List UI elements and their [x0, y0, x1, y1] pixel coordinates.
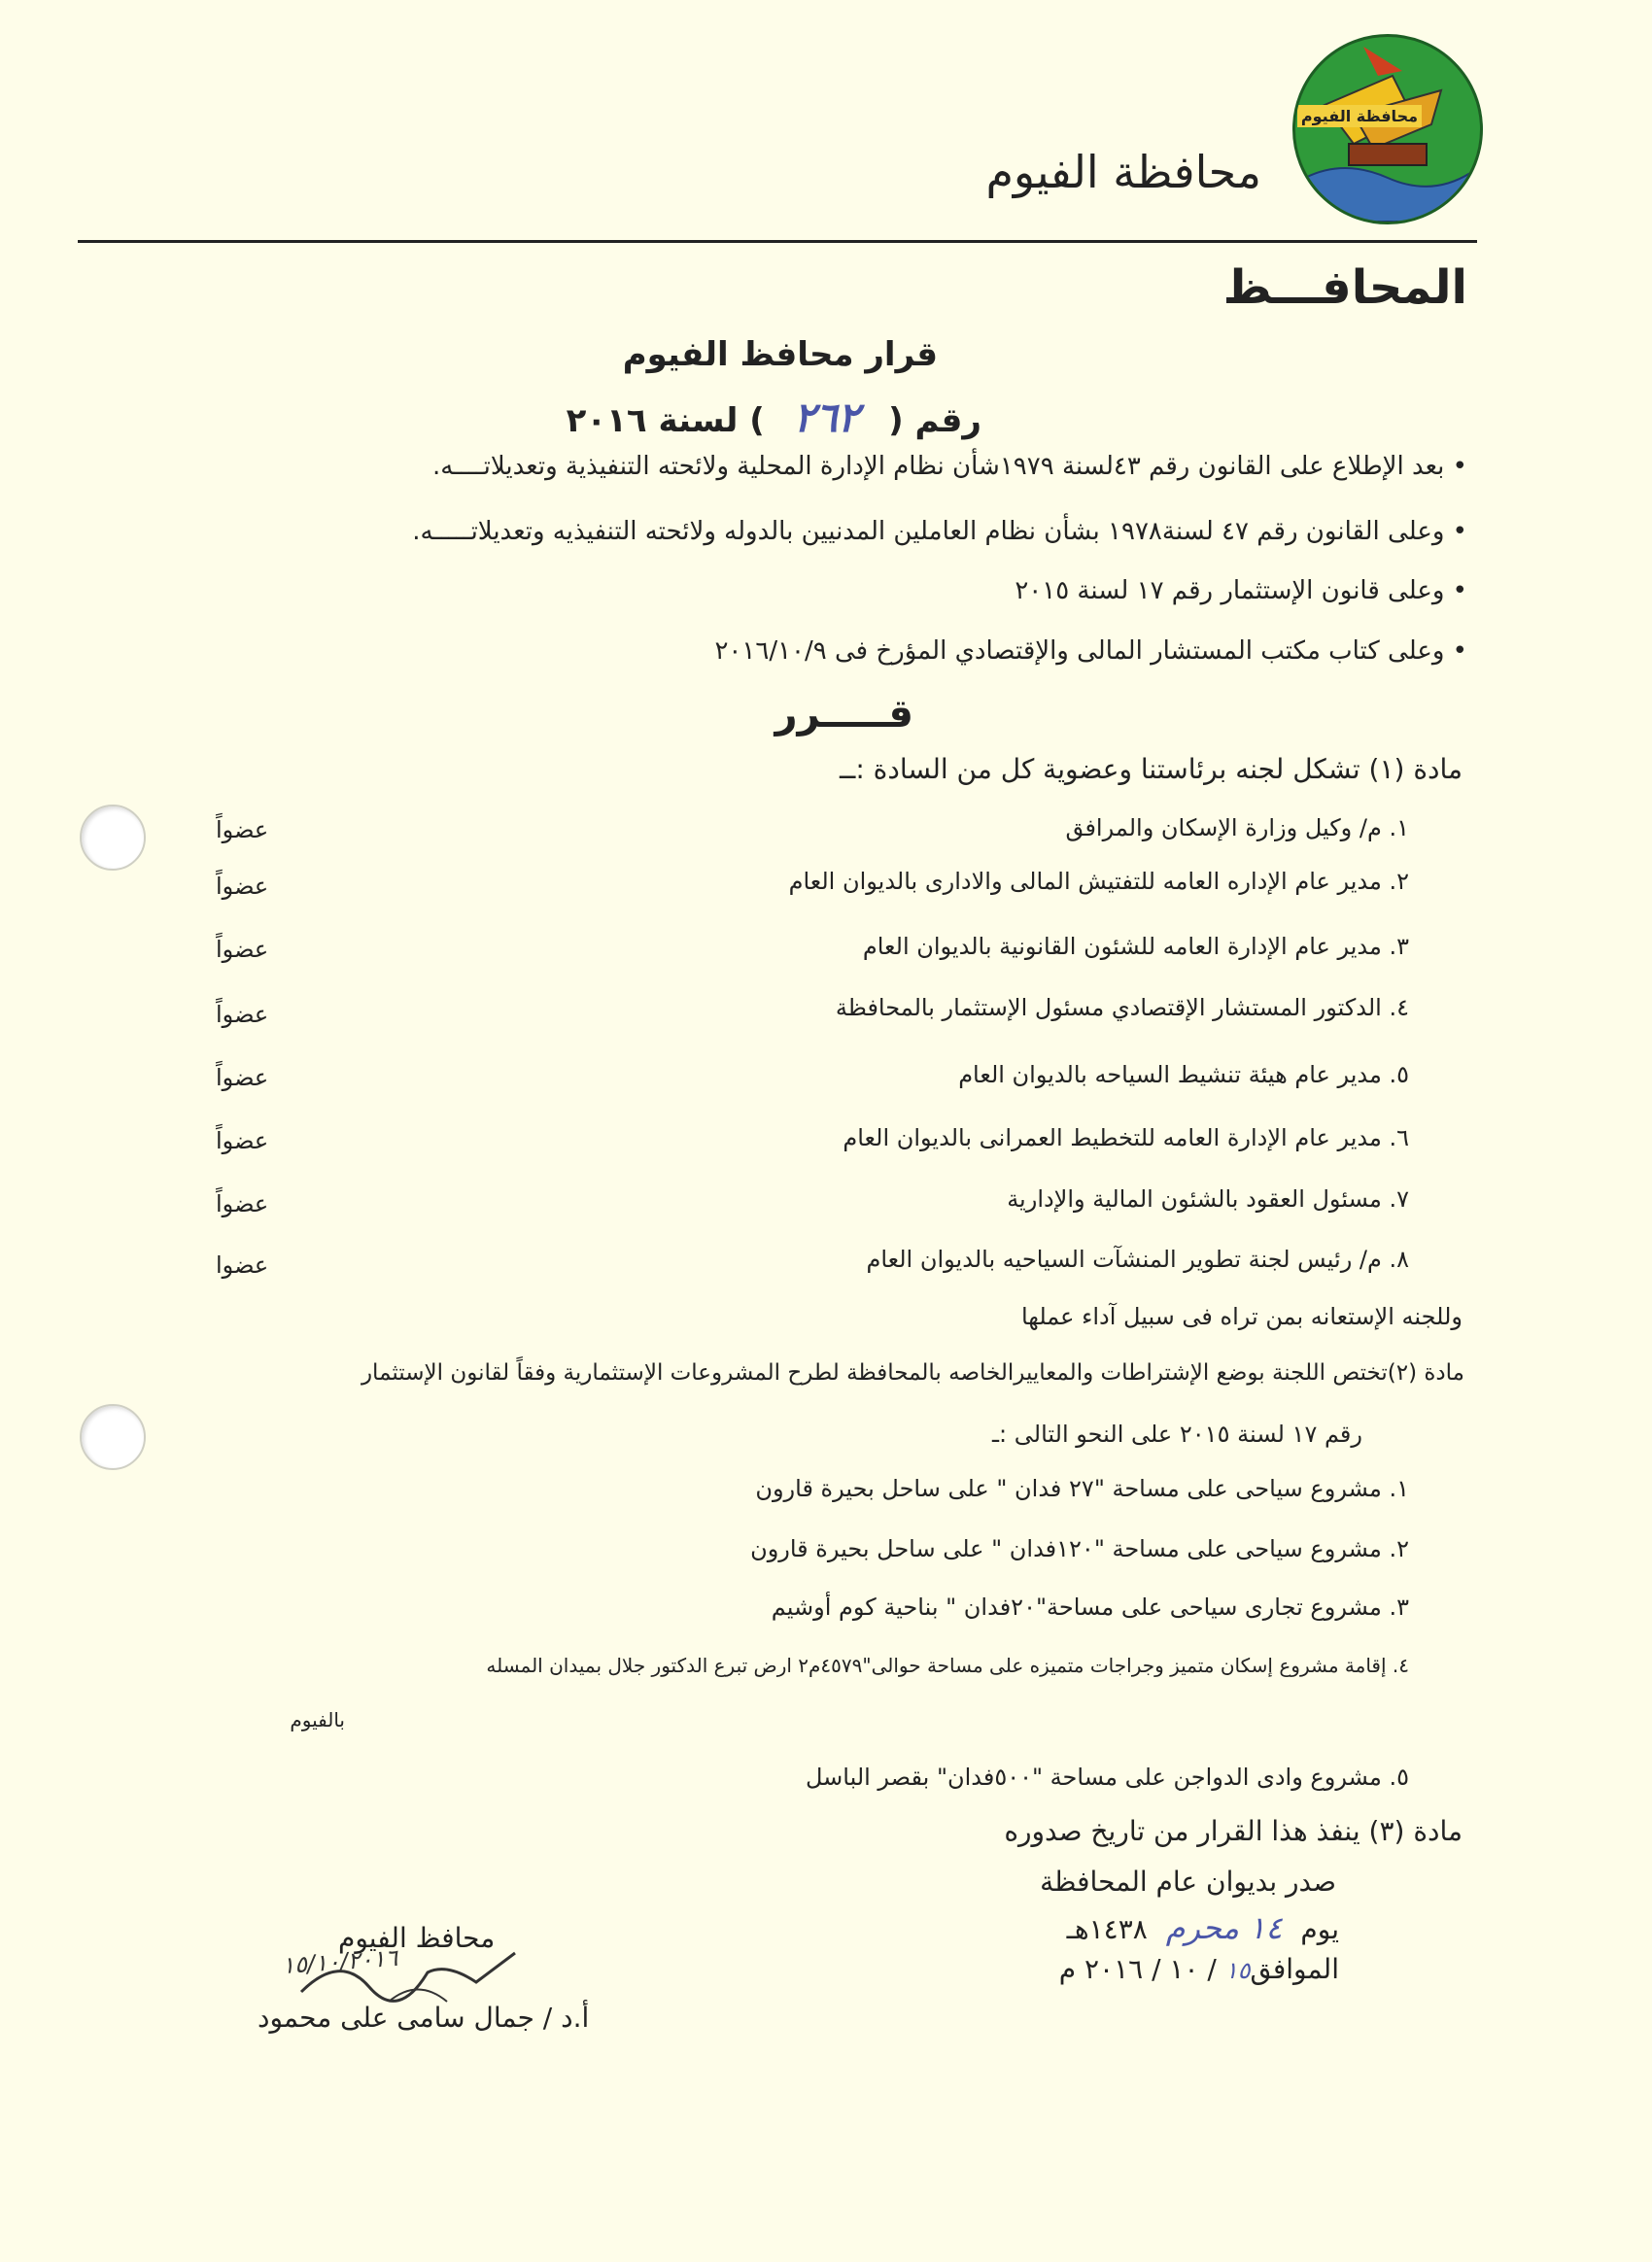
decree-number-prefix: رقم (	[888, 401, 981, 440]
issued-day	[1067, 1909, 1339, 1946]
issued-line: صدر بديوان عام المحافظة	[1040, 1866, 1336, 1898]
article2-heading-cont: رقم ١٧ لسنة ٢٠١٥ على النحو التالى :ـ	[992, 1421, 1362, 1448]
assist-note: وللجنه الإستعانه بمن تراه فى سبيل آداء عملها	[1020, 1303, 1463, 1330]
decided-heading: قـــــرر	[774, 692, 913, 737]
issued-day-label: يوم	[1300, 1913, 1339, 1945]
issued-day-number: ١٥	[1224, 1957, 1251, 1984]
member-item: ٥. مدير عام هيئة تنشيط السياحه بالديوان العام	[958, 1061, 1409, 1088]
member-item: ٧. مسئول العقود بالشئون المالية والإدارية	[1007, 1185, 1409, 1213]
member-role: عضواً	[216, 1190, 269, 1217]
preamble-line: • وعلى القانون رقم ٤٧ لسنة١٩٧٨ بشأن نظام العاملين المدنيين بالدوله ولائحته التنفيذيه وتعديلاتـــــه.	[412, 517, 1467, 546]
decree-number-suffix: ) لسنة ٢٠١٦	[566, 401, 765, 440]
issued-date-rest: / ١٠ / ٢٠١٦ م	[1058, 1953, 1217, 1985]
article2-heading: مادة (٢)تختص اللجنة بوضع الإشتراطات والمعاييرالخاصه بالمحافظة لطرح المشروعات الإستثمارية وفقاً لقانون الإستثمار	[361, 1360, 1464, 1386]
issued-day-handwritten: ١٤ محرم	[1165, 1909, 1283, 1946]
member-role: عضواً	[216, 873, 269, 900]
member-item: ٢. مدير عام الإداره العامه للتفتيش المالى والادارى بالديوان العام	[788, 868, 1409, 895]
signature-title: محافظ الفيوم	[338, 1922, 496, 1954]
preamble-line: • وعلى كتاب مكتب المستشار المالى والإقتصادي المؤرخ فى ٢٠١٦/١٠/٩	[714, 636, 1467, 666]
article3: مادة (٣) ينفذ هذا القرار من تاريخ صدوره	[1004, 1815, 1463, 1847]
project-item: ٤. إقامة مشروع إسكان متميز وجراجات متميزه على مساحة حوالى"٤٥٧٩م٢ ارض تبرع الدكتور جلال بميدان المسله	[486, 1654, 1409, 1677]
issued-corresponding	[1059, 1953, 1339, 1985]
member-item: ٣. مدير عام الإدارة العامه للشئون القانونية بالديوان العام	[862, 933, 1409, 960]
project-item: ٢. مشروع سياحى على مساحة "١٢٠فدان " على ساحل بحيرة قارون	[750, 1535, 1409, 1562]
member-item: ٨. م/ رئيس لجنة تطوير المنشآت السياحيه بالديوان العام	[866, 1246, 1409, 1273]
decree-title: قرار محافظ الفيوم	[622, 335, 938, 374]
decree-number	[567, 394, 981, 441]
preamble-line: • بعد الإطلاع على القانون رقم ٤٣لسنة ١٩٧٩شأن نظام الإدارة المحلية ولائحته التنفيذية وتعديلاتــــه.	[431, 452, 1467, 481]
member-item: ١. م/ وكيل وزارة الإسكان والمرافق	[1065, 814, 1409, 841]
article1-heading: مادة (١) تشكل لجنه برئاستنا وعضوية كل من السادة :ــ	[839, 753, 1463, 785]
signature-date-handwritten: ١٥/١٠/٢٠١٦	[281, 1943, 399, 1980]
decree-number-handwritten: ٢٦٢	[793, 394, 860, 441]
preamble-line: • وعلى قانون الإستثمار رقم ١٧ لسنة ٢٠١٥	[1015, 576, 1467, 605]
project-item-cont: بالفيوم	[290, 1708, 345, 1731]
signature-name: أ.د / جمال سامى على محمود	[258, 2002, 590, 2034]
issued-corresponding-label: الموافق	[1250, 1953, 1339, 1985]
member-item: ٤. الدكتور المستشار الإقتصادي مسئول الإستثمار بالمحافظة	[835, 994, 1409, 1021]
member-role: عضواً	[216, 816, 269, 843]
punch-hole-top	[80, 805, 146, 871]
issued-hijri-year: ١٤٣٨هـ	[1066, 1913, 1148, 1945]
project-item: ٣. مشروع تجارى سياحى على مساحة"٢٠فدان " بناحية كوم أوشيم	[771, 1594, 1409, 1621]
member-role: عضواً	[216, 1127, 269, 1154]
member-role: عضوا	[216, 1251, 269, 1279]
logo-text: محافظة الفيوم	[1297, 105, 1422, 127]
governorate-logo	[1292, 34, 1483, 224]
office-title: المحافـــظ	[1222, 260, 1467, 315]
header-divider	[78, 240, 1477, 243]
member-role: عضواً	[216, 936, 269, 963]
member-role: عضواً	[216, 1001, 269, 1028]
project-item: ٥. مشروع وادى الدواجن على مساحة "٥٠٠فدان" بقصر الباسل	[805, 1764, 1409, 1791]
member-item: ٦. مدير عام الإدارة العامه للتخطيط العمرانى بالديوان العام	[843, 1124, 1409, 1151]
governorate-name: محافظة الفيوم	[985, 146, 1261, 198]
logo-emblem-icon	[1295, 37, 1480, 222]
member-role: عضواً	[216, 1064, 269, 1091]
punch-hole-bottom	[80, 1404, 146, 1470]
project-item: ١. مشروع سياحى على مساحة "٢٧ فدان " على ساحل بحيرة قارون	[755, 1475, 1409, 1502]
